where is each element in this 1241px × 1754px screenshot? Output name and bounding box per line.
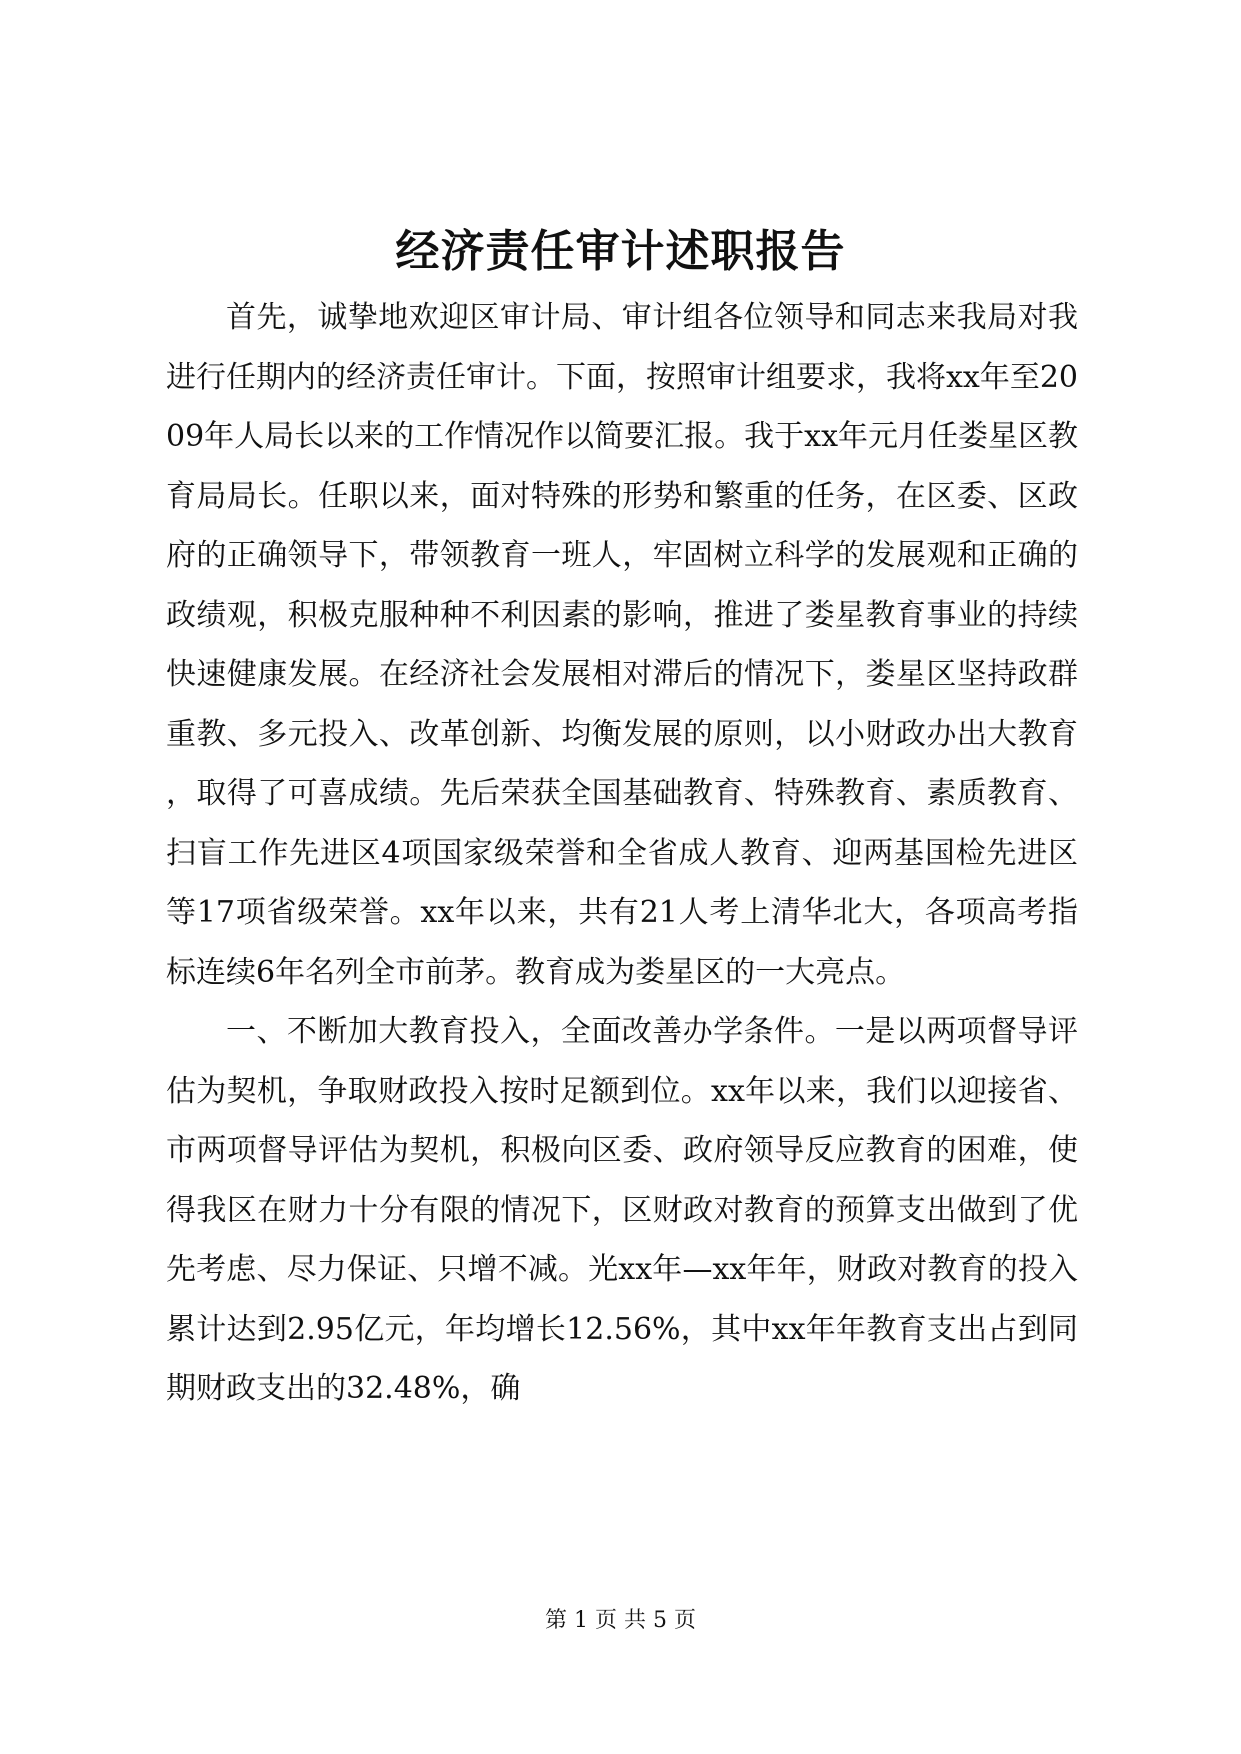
page-number-footer: 第 1 页 共 5 页 xyxy=(545,1608,696,1633)
paragraph-section-one: 一、不断加大教育投入，全面改善办学条件。一是以两项督导评估为契机，争取财政投入按时足额到位。xx年以来，我们以迎接省、市两项督导评估为契机，积极向区委、政府领导反应教育的困难，使得我区在财力十分有限的情况下，区财政对教育的预算支出做到了优先考虑、尽力保证、只增不减。光xx年—xx年年，财政对教育的投入累计达到2.95亿元，年均增长12.56%，其中xx年年教育支出占到同期财政支出的32.48%，确 xyxy=(166,1014,1078,1406)
paragraph-intro: 首先，诚挚地欢迎区审计局、审计组各位领导和同志来我局对我进行任期内的经济责任审计。下面，按照审计组要求，我将xx年至2009年人局长以来的工作情况作以简要汇报。我于xx年元月任娄星区教育局局长。任职以来，面对特殊的形势和繁重的任务，在区委、区政府的正确领导下，带领教育一班人，牢固树立科学的发展观和正确的政绩观，积极克服种种不利因素的影响，推进了娄星教育事业的持续快速健康发展。在经济社会发展相对滞后的情况下，娄星区坚持政群重教、多元投入、改革创新、均衡发展的原则，以小财政办出大教育，取得了可喜成绩。先后荣获全国基础教育、特殊教育、素质教育、扫盲工作先进区4项国家级荣誉和全省成人教育、迎两基国检先进区等17项省级荣誉。xx年以来，共有21人考上清华北大，各项高考指标连续6年名列全市前茅。教育成为娄星区的一大亮点。 xyxy=(166,300,1079,990)
document-body xyxy=(166,288,1078,1419)
document-title: 经济责任审计述职报告 xyxy=(395,226,846,277)
